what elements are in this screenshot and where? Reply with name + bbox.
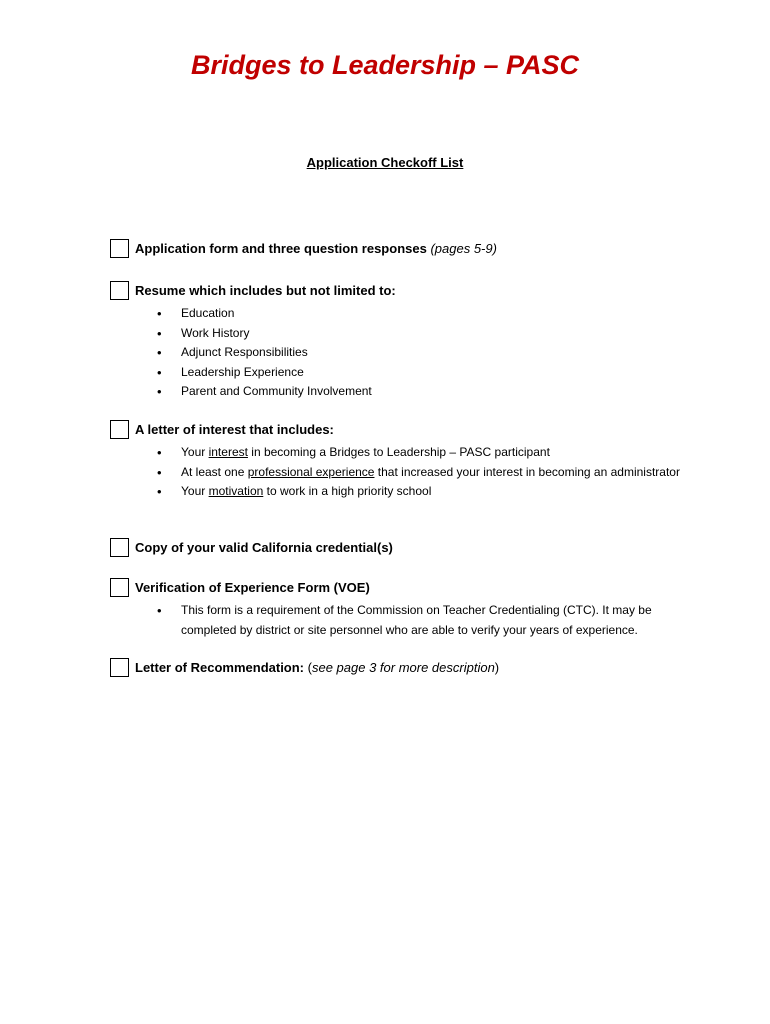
checklist-item-letter-of-interest	[110, 422, 695, 502]
checkbox[interactable]	[110, 538, 129, 557]
checkbox[interactable]	[110, 578, 129, 597]
item-label: A letter of interest that includes:	[135, 422, 334, 437]
list-item: • This form is a requirement of the Commission on Teacher Credentialing (CTC). It may be completed by district or site personnel who are able to verify your years of experience.	[155, 601, 695, 640]
list-item: • Leadership Experience	[155, 363, 695, 383]
checkbox[interactable]	[110, 239, 129, 258]
list-item: • Parent and Community Involvement	[155, 382, 695, 402]
bullet-list	[110, 304, 695, 402]
list-item: • Your interest in becoming a Bridges to Leadership – PASC participant	[155, 443, 695, 463]
checklist-item-recommendation: Letter of Recommendation: (see page 3 for more description)	[110, 660, 499, 677]
checklist-item-voe	[110, 580, 695, 640]
list-item: • At least one professional experience that increased your interest in becoming an administrator	[155, 463, 695, 483]
bullet-list	[110, 601, 695, 640]
checkbox[interactable]	[110, 658, 129, 677]
item-label: Copy of your valid California credential(s)	[135, 540, 393, 555]
list-item: • Your motivation to work in a high priority school	[155, 482, 695, 502]
checklist-item-credential	[110, 540, 393, 557]
checklist-item-resume	[110, 283, 695, 402]
document-subtitle: Application Checkoff List	[306, 155, 464, 170]
list-item: • Work History	[155, 324, 695, 344]
item-note: see page 3 for more description	[311, 660, 495, 675]
list-item: • Adjunct Responsibilities	[155, 343, 695, 363]
checklist-item-application-form	[110, 241, 497, 258]
item-label: Letter of Recommendation:	[135, 660, 305, 675]
item-label: Verification of Experience Form (VOE)	[135, 580, 370, 595]
item-label: Application form and three question responses	[135, 241, 427, 256]
item-label: Resume which includes but not limited to:	[135, 283, 396, 298]
bullet-list	[110, 443, 695, 502]
document-title: Bridges to Leadership – PASC	[190, 50, 580, 80]
checkbox[interactable]	[110, 281, 129, 300]
list-item: • Education	[155, 304, 695, 324]
item-note: (pages 5-9)	[430, 241, 497, 256]
checkbox[interactable]	[110, 420, 129, 439]
